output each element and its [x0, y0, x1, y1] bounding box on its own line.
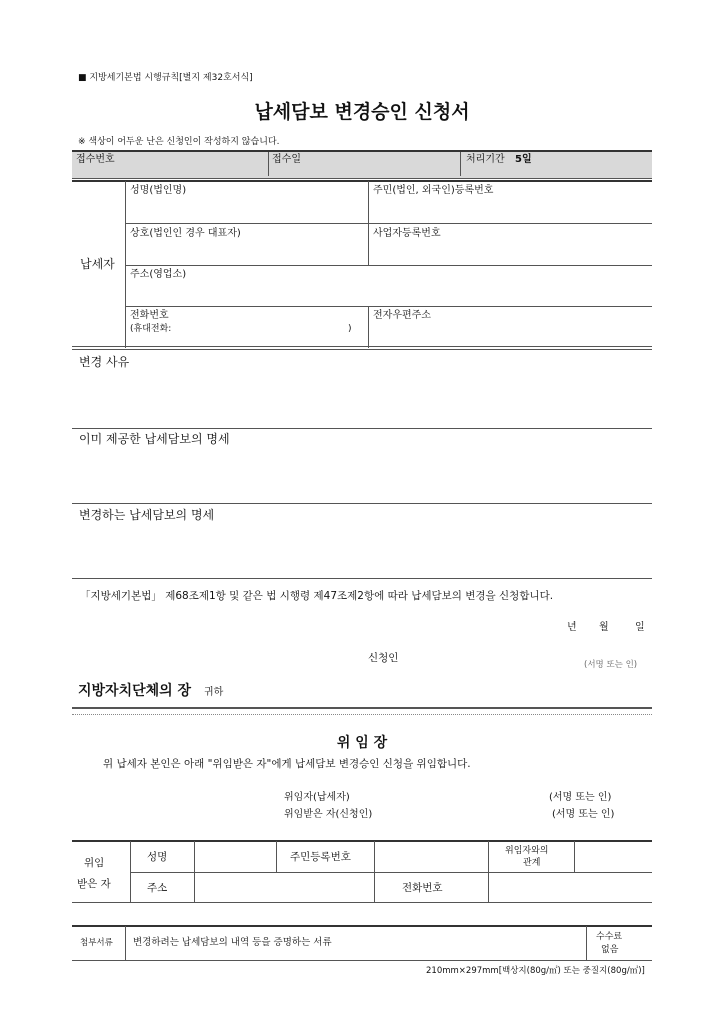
receipt-bar: [72, 150, 652, 179]
fee-label: 수수료: [596, 932, 623, 942]
date-year: 년: [567, 622, 577, 633]
taxpayer-label: 납세자: [80, 257, 115, 271]
delegate-reg-no-label: 주민등록번호: [290, 851, 351, 863]
delegation-text: 위 납세자 본인은 아래 "위임받은 자"에게 납세담보 변경승인 신청을 위임합니다.: [103, 758, 471, 770]
receipt-date-label: 접수일: [272, 154, 301, 165]
recipient-suffix: 귀하: [204, 687, 224, 698]
form-title: 납세담보 변경승인 신청서: [254, 101, 470, 123]
paper-spec: 210mm×297mm[백상지(80g/㎡) 또는 중질지(80g/㎡)]: [426, 966, 645, 976]
applicant-sign-note: (서명 또는 인): [584, 660, 638, 670]
new-collateral-label: 변경하는 납세담보의 명세: [79, 508, 215, 522]
receipt-number-label: 접수번호: [76, 154, 115, 165]
delegate-name-label: 성명: [147, 851, 168, 863]
date-day: 일: [635, 622, 645, 633]
attachment-label: 첨부서류: [80, 938, 113, 948]
change-reason-label: 변경 사유: [79, 355, 130, 369]
date-month: 월: [599, 622, 609, 633]
recipient-title: 지방자치단체의 장: [78, 683, 192, 699]
delegate-label: 위임받은 자(신청인): [284, 809, 373, 820]
address-field-label: 주소(영업소): [130, 269, 187, 280]
delegate-phone-label: 전화번호: [402, 882, 443, 894]
name-field-label: 성명(법인명): [130, 185, 187, 196]
notice-text: ※ 색상이 어두운 난은 신청인이 작성하지 않습니다.: [78, 137, 280, 147]
form-reference: ■ 지방세기본법 시행규칙[별지 제32호서식]: [78, 73, 253, 83]
mobile-field-label: (휴대전화:: [130, 324, 172, 334]
processing-period-label: 처리기간: [466, 154, 505, 165]
email-field-label: 전자우편주소: [373, 310, 431, 321]
phone-field-label: 전화번호: [130, 310, 169, 321]
delegator-sign: (서명 또는 인): [549, 792, 612, 803]
fee-value: 없음: [601, 945, 619, 955]
delegate-address-label: 주소: [147, 882, 168, 894]
processing-period-value: 5일: [515, 154, 532, 165]
existing-collateral-label: 이미 제공한 납세담보의 명세: [79, 432, 230, 446]
applicant-label: 신청인: [368, 652, 399, 664]
statement-text: 「지방세기본법」 제68조제1항 및 같은 법 시행령 제47조제2항에 따라 납세담보의 변경을 신청합니다.: [80, 590, 554, 602]
delegate-table-label-2: 받은 자: [77, 878, 111, 890]
delegation-title: 위 임 장: [336, 735, 388, 751]
delegate-relation-label-1: 위임자와의: [505, 846, 549, 856]
attachment-content: 변경하려는 납세담보의 내역 등을 증명하는 서류: [133, 937, 332, 948]
reg-no-field-label: 주민(법인, 외국인)등록번호: [373, 185, 494, 196]
trade-name-field-label: 상호(법인인 경우 대표자): [130, 228, 241, 239]
mobile-close: ): [348, 324, 352, 334]
delegate-sign: (서명 또는 인): [552, 809, 615, 820]
delegate-table-label-1: 위임: [84, 857, 105, 869]
delegate-relation-label-2: 관계: [523, 858, 541, 868]
biz-no-field-label: 사업자등록번호: [373, 228, 441, 239]
delegator-label: 위임자(납세자): [284, 792, 350, 803]
